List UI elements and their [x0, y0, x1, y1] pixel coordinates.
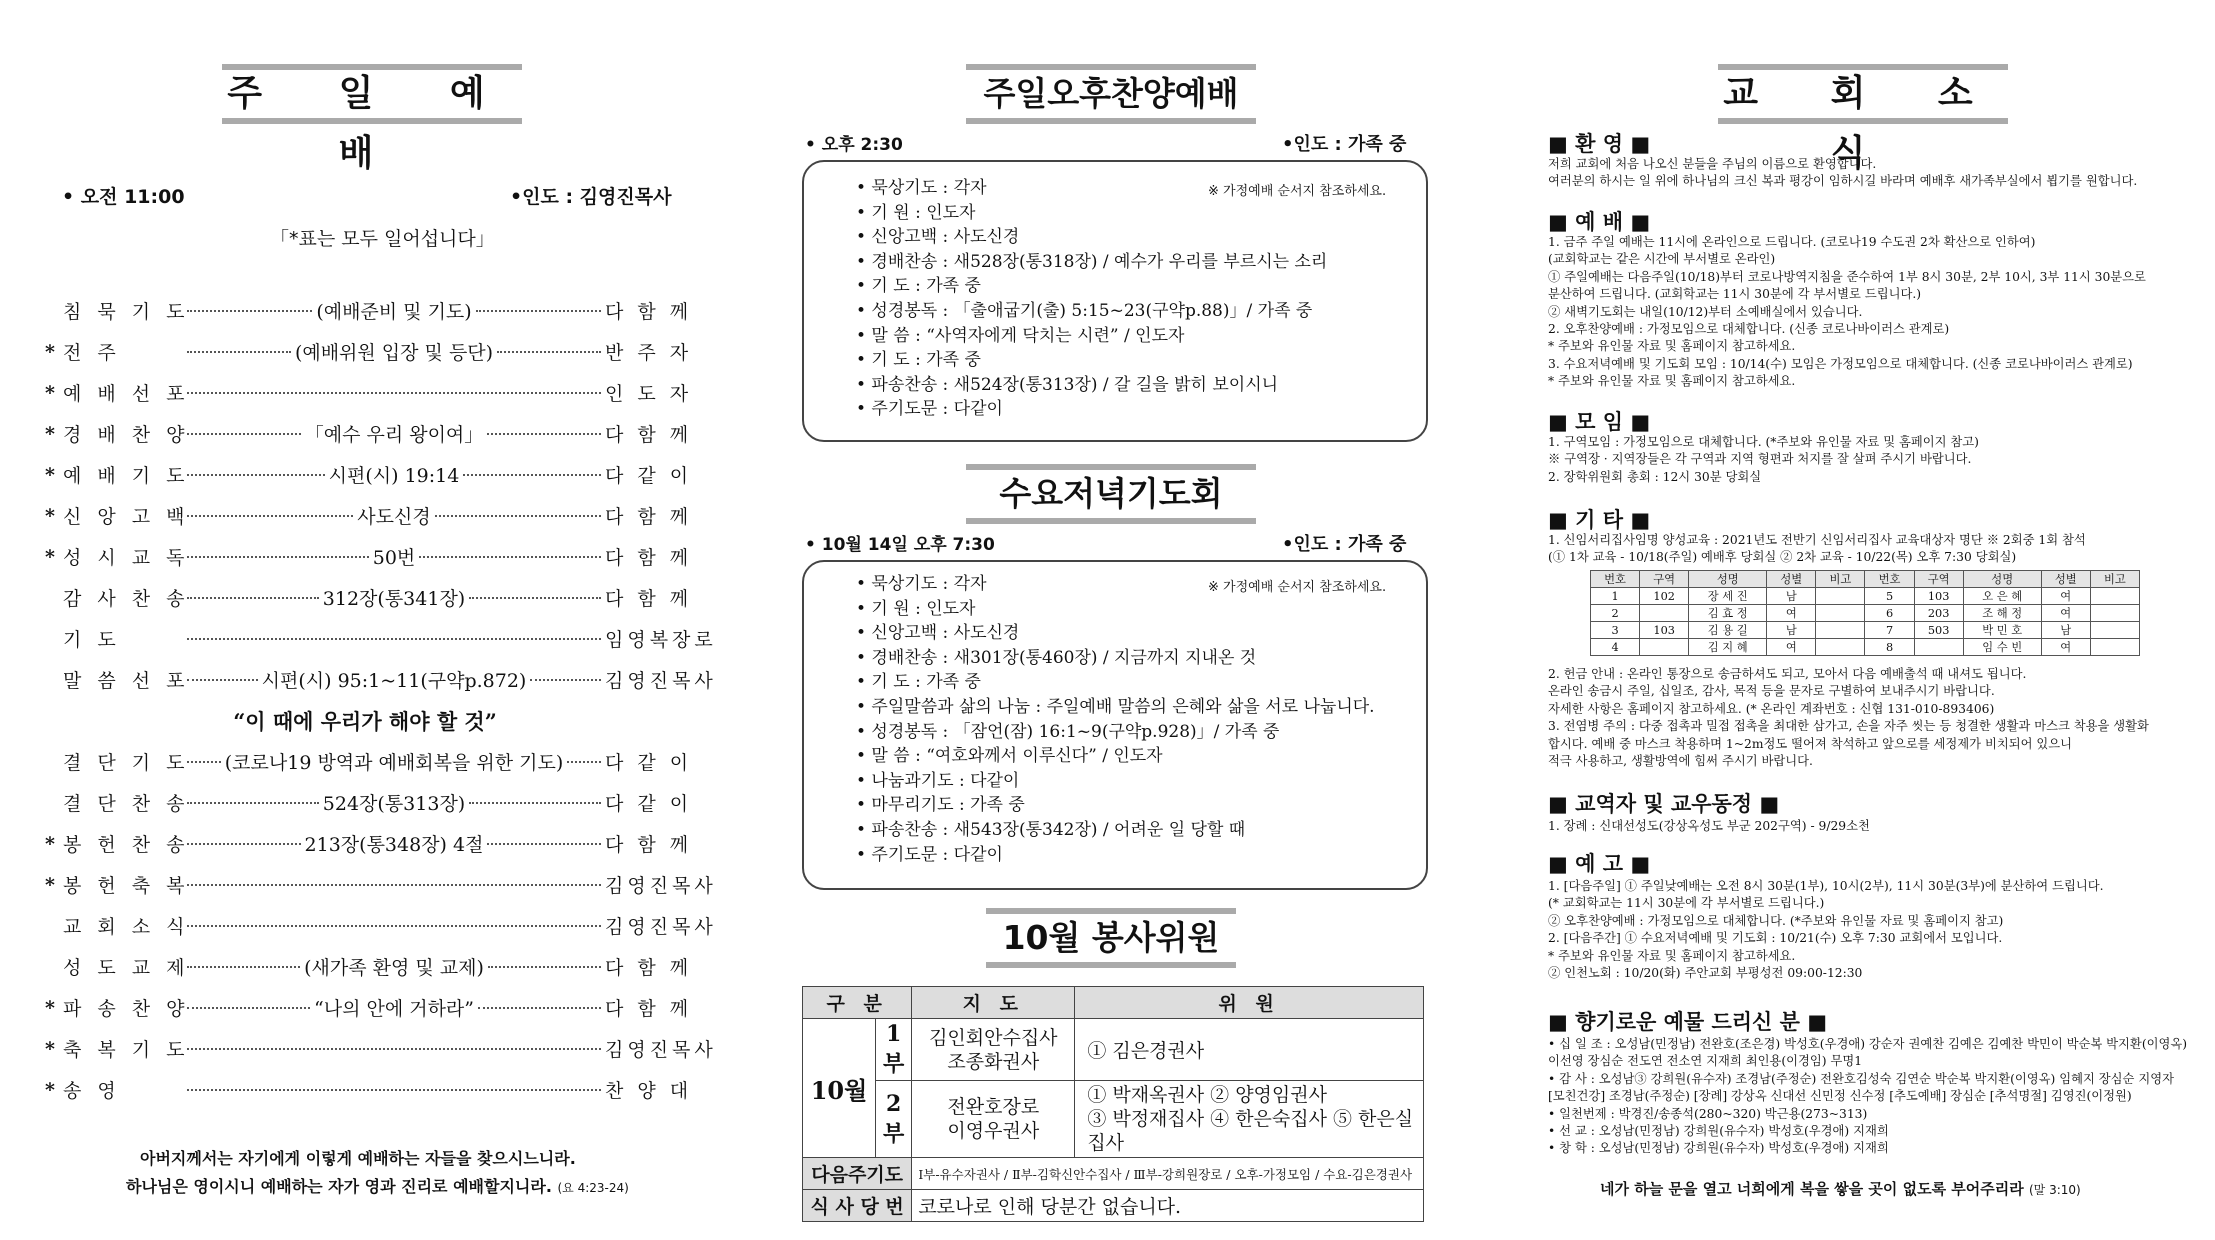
leader-dots: [463, 474, 601, 476]
list-item: ② 인천노회 : 10/20(화) 주안교회 부평성전 09:00-12:30: [1548, 966, 1863, 981]
order-item-person: 다 함 께: [605, 547, 693, 569]
afternoon-leader: •인도 : 가족 중: [1282, 134, 1407, 155]
order-row: [45, 618, 717, 659]
order-item-detail: “나의 안에 거하라”: [314, 998, 474, 1020]
order-of-worship: [45, 290, 717, 1110]
order-item-person: 김영진목사: [605, 916, 717, 938]
order-item-name: 파 송 찬 양: [63, 998, 190, 1020]
part1-members: ① 김은경권사: [1075, 1019, 1424, 1081]
list-item: • 기 원 : 인도자: [856, 202, 976, 223]
standing-mark: *: [45, 1037, 55, 1060]
table-cell: 여: [2041, 639, 2090, 656]
table-header-cell: 비고: [1816, 571, 1865, 588]
order-item-person: 다 함 께: [605, 834, 693, 856]
order-row: [45, 454, 693, 495]
list-item: 분산하여 드립니다. (교회학교는 11시 30분에 각 부서별로 드립니다.): [1548, 287, 1922, 302]
standing-mark: *: [45, 996, 55, 1019]
list-item: • 기 원 : 인도자: [856, 598, 976, 619]
table-row: [1591, 639, 2140, 656]
table-cell: [1816, 605, 1865, 622]
order-item-name: 전 주: [63, 342, 121, 364]
order-item-person: 김영진목사: [605, 1039, 717, 1061]
list-item: • 기 도 : 가족 중: [856, 350, 981, 371]
list-item: 2. 헌금 안내 : 온라인 통장으로 송금하셔도 되고, 모아서 다음 예배출석 때 내셔도 됩니다.: [1548, 667, 2027, 681]
table-cell: 8: [1865, 639, 1914, 656]
list-item: ※ 구역장 · 지역장들은 각 구역과 지역 형편과 처지를 잘 살펴 주시기 바랍니다.: [1548, 452, 1972, 467]
table-cell: [2090, 588, 2139, 605]
list-item: 2. 오후찬양예배 : 가정모임으로 대체합니다. (신종 코로나바이러스 관계로): [1548, 322, 1950, 337]
leader-dots: [497, 351, 601, 353]
order-item-name: 봉 헌 찬 송: [63, 834, 190, 856]
table-cell: 5: [1865, 588, 1914, 605]
list-item: • 주기도문 : 다같이: [856, 844, 1003, 865]
other-text: [1548, 532, 2086, 567]
service-committee-title: 10월 봉사위원: [986, 908, 1236, 968]
leader-dots: [187, 474, 325, 476]
list-item: • 신앙고백 : 사도신경: [856, 623, 1020, 644]
list-item: 1. 신임서리집사임명 양성교육 : 2021년도 전반기 신임서리집사 교육대상자 명단 ※ 2회중 1회 참석: [1548, 533, 2086, 547]
standing-notice: 「*표는 모두 일어섭니다」: [270, 228, 495, 250]
order-item-name: 성 도 교 제: [63, 957, 190, 979]
order-item-name: 침 묵 기 도: [63, 301, 190, 323]
leader-dots: [435, 515, 601, 517]
list-item: • 선 교 : 오성남(민정남) 강희원(유수자) 박성호(우경애) 지재희: [1548, 1124, 1889, 1139]
table-cell: 503: [1914, 622, 1963, 639]
list-item: 자세한 사항은 홈페이지 참고하세요. (* 온라인 계좌번호 : 신협 131-010-893406): [1548, 701, 1995, 716]
order-item-detail: 524장(통313장): [322, 793, 466, 815]
table-cell: 6: [1865, 605, 1914, 622]
closing-verse: 네가 하늘 문을 열고 너희에게 복을 쌓을 곳이 없도록 부어주리라 (말 3:10): [1600, 1180, 2081, 1198]
wednesday-note: ※ 가정예배 순서지 참조하세요.: [1208, 580, 1387, 595]
order-item-name: 신 앙 고 백: [63, 506, 190, 528]
leader-dots: [187, 966, 300, 968]
order-item-person: 반 주 자: [605, 342, 693, 364]
verse-reference: (요 4:23-24): [557, 1181, 629, 1195]
order-item-person: 임영복장로: [605, 629, 717, 651]
order-item-name: 송 영: [63, 1080, 121, 1102]
list-item: 2. [다음주간] ① 수요저녁예배 및 기도회 : 10/21(수) 오후 7:30 교회에서 모입니다.: [1548, 931, 2003, 946]
order-row: [45, 372, 693, 413]
standing-mark: *: [45, 545, 55, 568]
sermon-title: “이 때에 우리가 해야 할 것”: [233, 708, 497, 734]
order-item-detail: 213장(통348장) 4절: [304, 834, 484, 856]
leader-dots: [187, 597, 319, 599]
list-item: * 주보와 유인물 자료 및 홈페이지 참고하세요.: [1548, 339, 1796, 354]
table-cell: 여: [2041, 588, 2090, 605]
table-cell: 조 해 정: [1963, 605, 2041, 622]
list-item: • 말 씀 : “여호와께서 이루신다” / 인도자: [856, 746, 1163, 767]
afternoon-note: ※ 가정예배 순서지 참조하세요.: [1208, 184, 1387, 199]
list-item: • 일천번제 : 박경진/송종석(280~320) 박근용(273~313): [1548, 1106, 1868, 1121]
list-item: 적극 사용하고, 생활방역에 힘써 주시기 바랍니다.: [1548, 754, 1813, 769]
table-cell: 김 지 혜: [1689, 639, 1767, 656]
leader-dots: [530, 679, 601, 681]
table-header-cell: 번호: [1591, 571, 1640, 588]
order-item-detail: (코로나19 방역과 예배회복을 위한 기도): [224, 752, 564, 774]
order-item-person: 김영진목사: [605, 875, 717, 897]
table-cell: 103: [1640, 622, 1689, 639]
leader-dots: [187, 1089, 601, 1091]
leader-dots: [187, 351, 291, 353]
standing-mark: *: [45, 1078, 55, 1101]
order-item-person: 다 같 이: [605, 465, 693, 487]
order-item-detail: (예배위원 입장 및 등단): [294, 342, 494, 364]
welcome-section-title: ■ 환 영 ■: [1548, 132, 1651, 156]
list-item: • 파송찬송 : 새543장(통342장) / 어려운 일 당할 때: [856, 819, 1246, 840]
col-header-guide: 지 도: [912, 987, 1075, 1019]
wednesday-time: • 10월 14일 오후 7:30: [805, 535, 995, 555]
table-header-cell: 성명: [1963, 571, 2041, 588]
order-item-person: 김영진목사: [605, 670, 717, 692]
list-item: • 십 일 조 : 오성남(민정남) 전완호(조은경) 박성호(우경애) 강순자 권예찬 김예은 김예찬 박민이 박순복 박지환(이영옥): [1548, 1037, 2188, 1051]
worship-time: • 오전 11:00: [62, 186, 185, 208]
offering-section-title: ■ 향기로운 예물 드리신 분 ■: [1548, 1010, 1828, 1034]
leader-dots: [187, 392, 601, 394]
list-item: • 나눔과기도 : 다같이: [856, 770, 1020, 791]
afternoon-time: • 오후 2:30: [805, 135, 903, 155]
list-item: • 묵상기도 : 각자: [856, 178, 987, 198]
table-header-cell: 구역: [1640, 571, 1689, 588]
wednesday-leader: •인도 : 가족 중: [1282, 534, 1407, 555]
order-row: [45, 331, 693, 372]
part1-leaders: 김인회안수집사 조종화권사: [912, 1019, 1075, 1081]
list-item: * 주보와 유인물 자료 및 홈페이지 참고하세요.: [1548, 374, 1796, 389]
table-cell: [1816, 639, 1865, 656]
table-cell: 오 은 혜: [1963, 588, 2041, 605]
table-cell: 여: [2041, 605, 2090, 622]
list-item: • 마무리기도 : 가족 중: [856, 795, 1025, 816]
table-cell: 1: [1591, 588, 1640, 605]
closing-verse-1: 아버지께서는 자기에게 이렇게 예배하는 자들을 찾으시느니라.: [140, 1149, 576, 1168]
leader-dots: [469, 802, 601, 804]
wednesday-prayer-title: 수요저녁기도회: [966, 464, 1256, 524]
table-header-cell: 성별: [2041, 571, 2090, 588]
list-item: • 주기도문 : 다같이: [856, 399, 1003, 420]
standing-mark: *: [45, 422, 55, 445]
order-row: [45, 577, 693, 618]
list-item: • 묵상기도 : 각자: [856, 574, 987, 594]
leader-dots: [187, 925, 601, 927]
order-item-person: 다 같 이: [605, 793, 693, 815]
list-item: • 창 학 : 오성남(민정남) 강희원(유수자) 박성호(우경애) 지재희: [1548, 1141, 1889, 1156]
list-item: • 파송찬송 : 새524장(통313장) / 갈 길을 밝히 보이시니: [856, 374, 1279, 395]
list-item: 1. [다음주일] ① 주일낮예배는 오전 8시 30분(1부), 10시(2부), 11시 30분(3부)에 분산하여 드립니다.: [1548, 879, 2104, 893]
table-cell: 103: [1914, 588, 1963, 605]
order-row: [45, 905, 717, 946]
table-cell: 3: [1591, 622, 1640, 639]
leader-dots: [476, 310, 601, 312]
list-item: 저희 교회에 처음 나오신 분들을 주님의 이름으로 환영합니다.: [1548, 157, 1877, 171]
order-item-detail: 사도신경: [357, 506, 431, 528]
table-cell: 여: [1767, 605, 1816, 622]
order-row: [45, 946, 693, 987]
list-item: (* 교회학교는 11시 30분에 각 부서별로 드립니다.): [1548, 896, 1825, 911]
list-item: ② 새벽기도회는 내일(10/12)부터 소예배실에서 있습니다.: [1548, 304, 1863, 319]
order-row: [45, 1069, 693, 1110]
standing-mark: *: [45, 873, 55, 896]
list-item: • 경배찬송 : 새301장(통460장) / 지금까지 지내온 것: [856, 647, 1257, 668]
table-cell: 2: [1591, 605, 1640, 622]
order-item-detail: 시편(시) 19:14: [328, 465, 460, 487]
preview-section-title: ■ 예 고 ■: [1548, 852, 1651, 876]
leader-dots: [567, 761, 601, 763]
order-item-detail: 「예수 우리 왕이여」: [304, 424, 484, 446]
table-cell: [2090, 639, 2139, 656]
order-item-name: 예 배 기 도: [63, 465, 190, 487]
table-cell: [1914, 639, 1963, 656]
leader-dots: [187, 556, 369, 558]
order-item-person: 다 함 께: [605, 588, 693, 610]
order-item-name: 예 배 선 포: [63, 383, 190, 405]
church-news-title: 교 회 소 식: [1718, 64, 2008, 124]
list-item: 3. 전염병 주의 : 다중 접촉과 밀접 접촉을 최대한 삼가고, 손을 자주 씻는 등 청결한 생활과 마스크 착용을 생활화: [1548, 719, 2149, 734]
deacon-training-table: [1590, 570, 2140, 656]
next-prayer-value: Ⅰ부-유수자권사 / Ⅱ부-김학신안수집사 / Ⅲ부-강희원장로 / 오후-가정모임 / 수요-김은경권사: [912, 1158, 1424, 1190]
list-item: 이선영 장심순 전도연 전소연 지재희 최인용(이경임) 무명1: [1548, 1054, 1863, 1069]
order-row: [45, 536, 693, 577]
order-row: [45, 1028, 717, 1069]
worship-section-title: ■ 예 배 ■: [1548, 210, 1651, 234]
list-item: 3. 수요저녁예배 및 기도회 모임 : 10/14(수) 모임은 가정모임으로 대체합니다. (신종 코로나바이러스 관계로): [1548, 356, 2133, 371]
sunday-worship-title: 주 일 예 배: [222, 64, 522, 124]
order-item-detail: 50번: [372, 547, 416, 569]
order-row: [45, 413, 693, 454]
list-item: • 말 씀 : “사역자에게 닥치는 시련” / 인도자: [856, 325, 1185, 346]
order-row: [45, 823, 693, 864]
table-cell: 4: [1591, 639, 1640, 656]
leader-dots: [419, 556, 601, 558]
list-item: • 감 사 : 오성남③ 강희원(유수자) 조경남(주정순) 전완호김성숙 김연순 박순복 박지환(이영옥) 임혜지 장심순 지영자: [1548, 1071, 2174, 1086]
order-item-name: 성 시 교 독: [63, 547, 190, 569]
order-item-name: 말 씀 선 포: [63, 670, 190, 692]
list-item: 합시다. 예배 중 마스크 착용하며 1~2m정도 떨어져 착석하고 앞으로를 세정제가 비치되어 있으니: [1548, 736, 2073, 751]
order-item-name: 결 단 찬 송: [63, 793, 190, 815]
preview-text: [1548, 878, 2104, 982]
service-committee-table: [802, 986, 1424, 1222]
offering-text: [1548, 1036, 2187, 1158]
leader-dots: [478, 1007, 601, 1009]
leader-dots: [187, 679, 258, 681]
table-cell: 203: [1914, 605, 1963, 622]
order-row: [45, 864, 717, 905]
order-item-detail: (새가족 환영 및 교제): [304, 957, 484, 979]
order-row: [45, 987, 693, 1028]
order-item-name: 결 단 기 도: [63, 752, 190, 774]
order-item-detail: 시편(시) 95:1~11(구약p.872): [261, 670, 527, 692]
table-cell: 김 효 정: [1689, 605, 1767, 622]
standing-mark: *: [45, 381, 55, 404]
other-section-title: ■ 기 타 ■: [1548, 508, 1651, 532]
list-item: • 신앙고백 : 사도신경: [856, 227, 1020, 248]
table-header-cell: 번호: [1865, 571, 1914, 588]
order-item-name: 축 복 기 도: [63, 1039, 190, 1061]
order-row: [45, 782, 693, 823]
order-row: [45, 659, 717, 700]
table-cell: 남: [1767, 622, 1816, 639]
col-header-members: 위 원: [1075, 987, 1424, 1019]
table-cell: 7: [1865, 622, 1914, 639]
order-item-name: 봉 헌 축 복: [63, 875, 190, 897]
list-item: 1. 구역모임 : 가정모임으로 대체합니다. (*주보와 유인물 자료 및 홈페이지 참고): [1548, 435, 1979, 449]
order-item-name: 경 배 찬 양: [63, 424, 190, 446]
clergy-news-title: ■ 교역자 및 교우동정 ■: [1548, 792, 1780, 816]
leader-dots: [488, 966, 601, 968]
table-cell: [1640, 605, 1689, 622]
welcome-text: [1548, 156, 2137, 191]
leader-dots: [187, 433, 301, 435]
leader-dots: [187, 638, 601, 640]
list-item: * 주보와 유인물 자료 및 홈페이지 참고하세요.: [1548, 948, 1796, 963]
order-item-person: 인 도 자: [605, 383, 693, 405]
meal-duty-value: 코로나로 인해 당분간 없습니다.: [912, 1190, 1424, 1222]
order-item-detail: 312장(통341장): [322, 588, 466, 610]
table-cell: 임 수 빈: [1963, 639, 2041, 656]
order-item-person: 다 함 께: [605, 506, 693, 528]
list-item: ② 오후찬양예배 : 가정모임으로 대체합니다. (*주보와 유인물 자료 및 홈페이지 참고): [1548, 913, 2004, 928]
part2-cell: 2부: [876, 1081, 912, 1158]
part2-members: ① 박재옥권사 ② 양영임권사 ③ 박정재집사 ④ 한은숙집사 ⑤ 한은실집사: [1075, 1081, 1424, 1158]
table-header-cell: 구역: [1914, 571, 1963, 588]
list-item: [모친건강] 조경남(주정순) [장례] 강상옥 신대선 신민정 신수정 [추도예배] 장심순 [추석명절] 김영진(이정원): [1548, 1089, 2132, 1104]
list-item: 여러분의 하시는 일 위에 하나님의 크신 복과 평강이 임하시길 바라며 예배후 새가족부실에서 뵙기를 원합니다.: [1548, 174, 2138, 189]
table-cell: 남: [1767, 588, 1816, 605]
leader-dots: [187, 843, 301, 845]
closing-verse-reference: (말 3:10): [2028, 1183, 2081, 1197]
table-cell: 김 용 길: [1689, 622, 1767, 639]
table-cell: 박 민 호: [1963, 622, 2041, 639]
order-item-detail: (예배준비 및 기도): [316, 301, 472, 323]
leader-dots: [487, 433, 601, 435]
table-header-cell: 성별: [1767, 571, 1816, 588]
table-cell: 장 세 진: [1689, 588, 1767, 605]
wednesday-order-list: [856, 572, 1375, 867]
leader-dots: [487, 843, 601, 845]
list-item: • 기 도 : 가족 중: [856, 276, 981, 297]
table-cell: 102: [1640, 588, 1689, 605]
table-cell: 남: [2041, 622, 2090, 639]
table-cell: [2090, 622, 2139, 639]
list-item: • 성경봉독 : 「잠언(잠) 16:1~9(구약p.928)」/ 가족 중: [856, 721, 1280, 742]
standing-mark: *: [45, 463, 55, 486]
order-item-person: 찬 양 대: [605, 1080, 693, 1102]
list-item: • 주일말씀과 삶의 나눔 : 주일예배 말씀의 은혜와 삶을 서로 나눕니다.: [856, 696, 1375, 717]
list-item: ① 주일예배는 다음주일(10/18)부터 코로나방역지침을 준수하여 1부 8시 30분, 2부 10시, 3부 11시 30분으로: [1548, 269, 2146, 284]
standing-mark: *: [45, 504, 55, 527]
table-row: [1591, 588, 2140, 605]
list-item: 1. 금주 주일 예배는 11시에 온라인으로 드립니다. (코로나19 수도권 2차 확산으로 인하여): [1548, 235, 2036, 249]
order-item-name: 감 사 찬 송: [63, 588, 190, 610]
list-item: • 경배찬송 : 새528장(통318장) / 예수가 우리를 부르시는 소리: [856, 251, 1328, 272]
leader-dots: [187, 1007, 310, 1009]
list-item: (① 1차 교육 - 10/18(주일) 예배후 당회실 ② 2차 교육 - 10/22(목) 오후 7:30 당회실): [1548, 550, 2017, 565]
next-prayer-label: 다음주기도: [803, 1158, 912, 1190]
clergy-news-text: [1548, 818, 1870, 835]
table-cell: [1816, 622, 1865, 639]
order-item-person: 다 같 이: [605, 752, 693, 774]
order-item-person: 다 함 께: [605, 998, 693, 1020]
list-item: 1. 장례 : 신대선성도(강상옥성도 부군 202구역) - 9/29소천: [1548, 819, 1870, 833]
month-cell: 10월: [803, 1019, 876, 1158]
worship-leader: •인도 : 김영진목사: [510, 186, 672, 208]
other-text-2: [1548, 666, 2149, 770]
afternoon-order-list: [856, 176, 1327, 422]
order-item-person: 다 함 께: [605, 957, 693, 979]
leader-dots: [187, 761, 221, 763]
order-item-name: 교 회 소 식: [63, 916, 190, 938]
meal-duty-label: 식 사 당 번: [803, 1190, 912, 1222]
order-row: [45, 290, 693, 331]
leader-dots: [187, 310, 312, 312]
list-item: 온라인 송금시 주일, 십일조, 감사, 목적 등을 문자로 구별하여 보내주시기 바랍니다.: [1548, 684, 1995, 699]
col-header-division: 구 분: [803, 987, 912, 1019]
table-row: [1591, 605, 2140, 622]
list-item: 2. 장학위원회 총회 : 12시 30분 당회실: [1548, 469, 1762, 484]
meeting-text: [1548, 434, 1979, 486]
order-item-name: 기 도: [63, 629, 121, 651]
leader-dots: [187, 515, 353, 517]
table-cell: [1816, 588, 1865, 605]
order-item-person: 다 함 께: [605, 301, 693, 323]
table-cell: [1640, 639, 1689, 656]
worship-text: [1548, 234, 2146, 391]
order-item-person: 다 함 께: [605, 424, 693, 446]
list-item: • 기 도 : 가족 중: [856, 672, 981, 693]
leader-dots: [187, 802, 319, 804]
part1-cell: 1부: [876, 1019, 912, 1081]
table-row: [1591, 622, 2140, 639]
table-header-cell: 성명: [1689, 571, 1767, 588]
standing-mark: *: [45, 340, 55, 363]
table-cell: 여: [1767, 639, 1816, 656]
standing-mark: *: [45, 832, 55, 855]
closing-verse-2: 하나님은 영이시니 예배하는 자가 영과 진리로 예배할지니라. (요 4:23-24): [126, 1177, 629, 1196]
list-item: • 성경봉독 : 「출애굽기(출) 5:15~23(구약p.88)」/ 가족 중: [856, 300, 1313, 321]
leader-dots: [187, 884, 601, 886]
part2-leaders: 전완호장로 이영우권사: [912, 1081, 1075, 1158]
table-header-cell: 비고: [2090, 571, 2139, 588]
order-row: [45, 741, 693, 782]
list-item: (교회학교는 같은 시간에 부서별로 온라인): [1548, 252, 1776, 267]
meeting-section-title: ■ 모 임 ■: [1548, 410, 1651, 434]
table-cell: [2090, 605, 2139, 622]
leader-dots: [187, 1048, 601, 1050]
leader-dots: [469, 597, 601, 599]
afternoon-worship-title: 주일오후찬양예배: [966, 64, 1256, 124]
order-row: [45, 495, 693, 536]
